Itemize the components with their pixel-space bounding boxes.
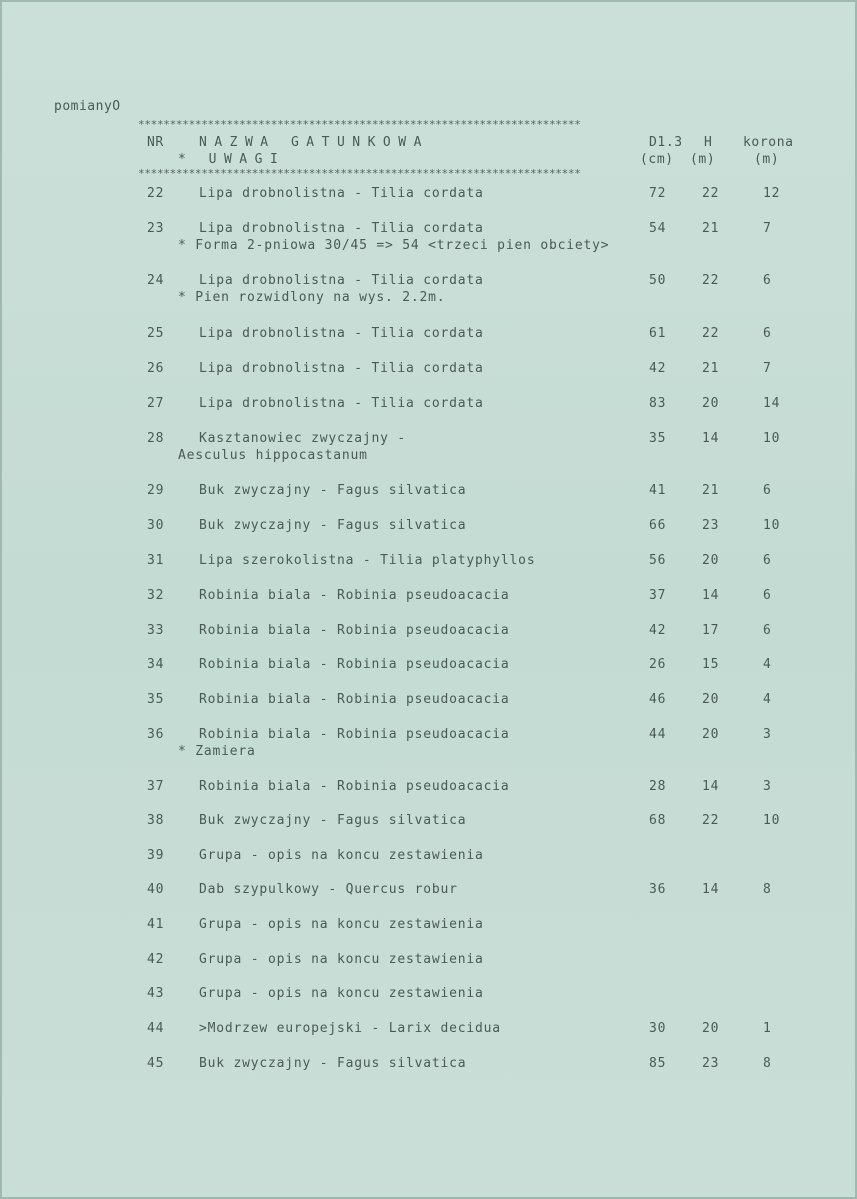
row-dbh: 36 — [649, 882, 667, 897]
header-dbh-unit: (cm) — [640, 152, 674, 167]
row-dbh: 26 — [649, 657, 667, 672]
table-row — [2, 1021, 857, 1057]
row-height: 14 — [702, 588, 720, 603]
row-species-name: Grupa - opis na koncu zestawienia — [199, 848, 484, 863]
row-dbh: 72 — [649, 186, 667, 201]
row-species-name: Dab szypulkowy - Quercus robur — [199, 882, 458, 897]
row-height: 22 — [702, 186, 720, 201]
row-species-name: Buk zwyczajny - Fagus silvatica — [199, 483, 467, 498]
table-row — [2, 692, 857, 728]
row-crown: 7 — [763, 361, 772, 376]
header-name: NAZWA GATUNKOWA — [199, 135, 429, 150]
row-dbh: 44 — [649, 727, 667, 742]
row-nr: 33 — [147, 623, 165, 638]
row-dbh: 66 — [649, 518, 667, 533]
row-crown: 6 — [763, 623, 772, 638]
row-species-name: Robinia biala - Robinia pseudoacacia — [199, 657, 510, 672]
table-row — [2, 727, 857, 763]
row-height: 14 — [702, 431, 720, 446]
row-note: * Zamiera — [178, 744, 256, 759]
table-row — [2, 186, 857, 222]
row-nr: 39 — [147, 848, 165, 863]
header-dbh: D1.3 — [649, 135, 683, 150]
row-species-name: Robinia biala - Robinia pseudoacacia — [199, 588, 510, 603]
table-row — [2, 518, 857, 554]
table-row — [2, 483, 857, 519]
row-height: 15 — [702, 657, 720, 672]
table-row — [2, 623, 857, 659]
header-height-unit: (m) — [690, 152, 716, 167]
row-height: 21 — [702, 361, 720, 376]
row-height: 22 — [702, 273, 720, 288]
row-species-name: Robinia biala - Robinia pseudoacacia — [199, 727, 510, 742]
row-nr: 32 — [147, 588, 165, 603]
header-crown-unit: (m) — [754, 152, 780, 167]
row-crown: 6 — [763, 483, 772, 498]
row-crown: 6 — [763, 588, 772, 603]
row-species-name: Lipa drobnolistna - Tilia cordata — [199, 361, 484, 376]
row-height: 22 — [702, 326, 720, 341]
row-nr: 40 — [147, 882, 165, 897]
row-crown: 8 — [763, 1056, 772, 1071]
row-height: 14 — [702, 882, 720, 897]
row-nr: 28 — [147, 431, 165, 446]
row-species-name: Kasztanowiec zwyczajny - — [199, 431, 407, 446]
row-crown: 10 — [763, 813, 781, 828]
row-crown: 4 — [763, 692, 772, 707]
row-height: 20 — [702, 727, 720, 742]
row-species-name: Lipa drobnolistna - Tilia cordata — [199, 186, 484, 201]
header-notes: * UWAGI — [178, 152, 286, 167]
table-row — [2, 361, 857, 397]
row-height: 20 — [702, 553, 720, 568]
table-row — [2, 986, 857, 1022]
row-crown: 4 — [763, 657, 772, 672]
row-species-name: >Modrzew europejski - Larix decidua — [199, 1021, 501, 1036]
row-height: 20 — [702, 692, 720, 707]
table-row — [2, 657, 857, 693]
row-height: 21 — [702, 483, 720, 498]
row-crown: 10 — [763, 431, 781, 446]
row-crown: 3 — [763, 727, 772, 742]
row-nr: 22 — [147, 186, 165, 201]
row-height: 23 — [702, 518, 720, 533]
table-row — [2, 917, 857, 953]
table-row — [2, 848, 857, 884]
row-dbh: 56 — [649, 553, 667, 568]
row-nr: 42 — [147, 952, 165, 967]
row-crown: 12 — [763, 186, 781, 201]
row-nr: 36 — [147, 727, 165, 742]
header-nr: NR — [147, 135, 164, 150]
row-height: 20 — [702, 396, 720, 411]
row-nr: 43 — [147, 986, 165, 1001]
row-species-name: Grupa - opis na koncu zestawienia — [199, 986, 484, 1001]
row-height: 22 — [702, 813, 720, 828]
row-nr: 38 — [147, 813, 165, 828]
row-nr: 27 — [147, 396, 165, 411]
row-species-name: Lipa drobnolistna - Tilia cordata — [199, 221, 484, 236]
table-row — [2, 273, 857, 309]
row-height: 14 — [702, 779, 720, 794]
table-row — [2, 553, 857, 589]
row-crown: 6 — [763, 273, 772, 288]
table-row — [2, 813, 857, 849]
row-nr: 35 — [147, 692, 165, 707]
separator-top: ********************************************************************** — [138, 119, 581, 131]
header-height: H — [704, 135, 713, 150]
row-nr: 44 — [147, 1021, 165, 1036]
row-crown: 7 — [763, 221, 772, 236]
row-species-name: Robinia biala - Robinia pseudoacacia — [199, 779, 510, 794]
row-species-name: Buk zwyczajny - Fagus silvatica — [199, 813, 467, 828]
header-crown: korona — [743, 135, 794, 150]
row-height: 23 — [702, 1056, 720, 1071]
row-species-name: Robinia biala - Robinia pseudoacacia — [199, 692, 510, 707]
row-height: 21 — [702, 221, 720, 236]
row-nr: 29 — [147, 483, 165, 498]
row-dbh: 83 — [649, 396, 667, 411]
row-nr: 30 — [147, 518, 165, 533]
row-nr: 23 — [147, 221, 165, 236]
row-species-name: Grupa - opis na koncu zestawienia — [199, 917, 484, 932]
row-dbh: 42 — [649, 361, 667, 376]
row-nr: 45 — [147, 1056, 165, 1071]
row-dbh: 30 — [649, 1021, 667, 1036]
row-species-name: Lipa szerokolistna - Tilia platyphyllos — [199, 553, 536, 568]
row-species-name: Grupa - opis na koncu zestawienia — [199, 952, 484, 967]
row-crown: 1 — [763, 1021, 772, 1036]
row-species-name: Robinia biala - Robinia pseudoacacia — [199, 623, 510, 638]
row-note: * Forma 2-pniowa 30/45 => 54 <trzeci pien obciety> — [178, 238, 610, 253]
row-nr: 37 — [147, 779, 165, 794]
row-dbh: 50 — [649, 273, 667, 288]
table-row — [2, 952, 857, 988]
separator-header: ********************************************************************** — [138, 168, 581, 180]
row-height: 20 — [702, 1021, 720, 1036]
row-note: * Pien rozwidlony na wys. 2.2m. — [178, 290, 446, 305]
row-nr: 31 — [147, 553, 165, 568]
table-row — [2, 396, 857, 432]
table-row — [2, 1056, 857, 1092]
row-species-name: Buk zwyczajny - Fagus silvatica — [199, 1056, 467, 1071]
row-nr: 34 — [147, 657, 165, 672]
table-row — [2, 779, 857, 815]
row-nr: 24 — [147, 273, 165, 288]
row-nr: 26 — [147, 361, 165, 376]
row-crown: 10 — [763, 518, 781, 533]
row-nr: 25 — [147, 326, 165, 341]
row-species-name: Lipa drobnolistna - Tilia cordata — [199, 326, 484, 341]
table-row — [2, 431, 857, 467]
row-height: 17 — [702, 623, 720, 638]
row-species-name: Lipa drobnolistna - Tilia cordata — [199, 396, 484, 411]
row-dbh: 41 — [649, 483, 667, 498]
table-row — [2, 221, 857, 257]
row-dbh: 28 — [649, 779, 667, 794]
row-dbh: 54 — [649, 221, 667, 236]
row-crown: 14 — [763, 396, 781, 411]
file-name: pomianyO — [54, 99, 121, 114]
row-dbh: 46 — [649, 692, 667, 707]
row-dbh: 61 — [649, 326, 667, 341]
table-row — [2, 588, 857, 624]
row-crown: 6 — [763, 553, 772, 568]
row-crown: 8 — [763, 882, 772, 897]
table-row — [2, 882, 857, 918]
row-crown: 3 — [763, 779, 772, 794]
row-crown: 6 — [763, 326, 772, 341]
row-dbh: 35 — [649, 431, 667, 446]
row-dbh: 68 — [649, 813, 667, 828]
row-note: Aesculus hippocastanum — [178, 448, 368, 463]
table-row — [2, 326, 857, 362]
row-dbh: 37 — [649, 588, 667, 603]
row-nr: 41 — [147, 917, 165, 932]
row-species-name: Lipa drobnolistna - Tilia cordata — [199, 273, 484, 288]
row-dbh: 42 — [649, 623, 667, 638]
row-species-name: Buk zwyczajny - Fagus silvatica — [199, 518, 467, 533]
row-dbh: 85 — [649, 1056, 667, 1071]
